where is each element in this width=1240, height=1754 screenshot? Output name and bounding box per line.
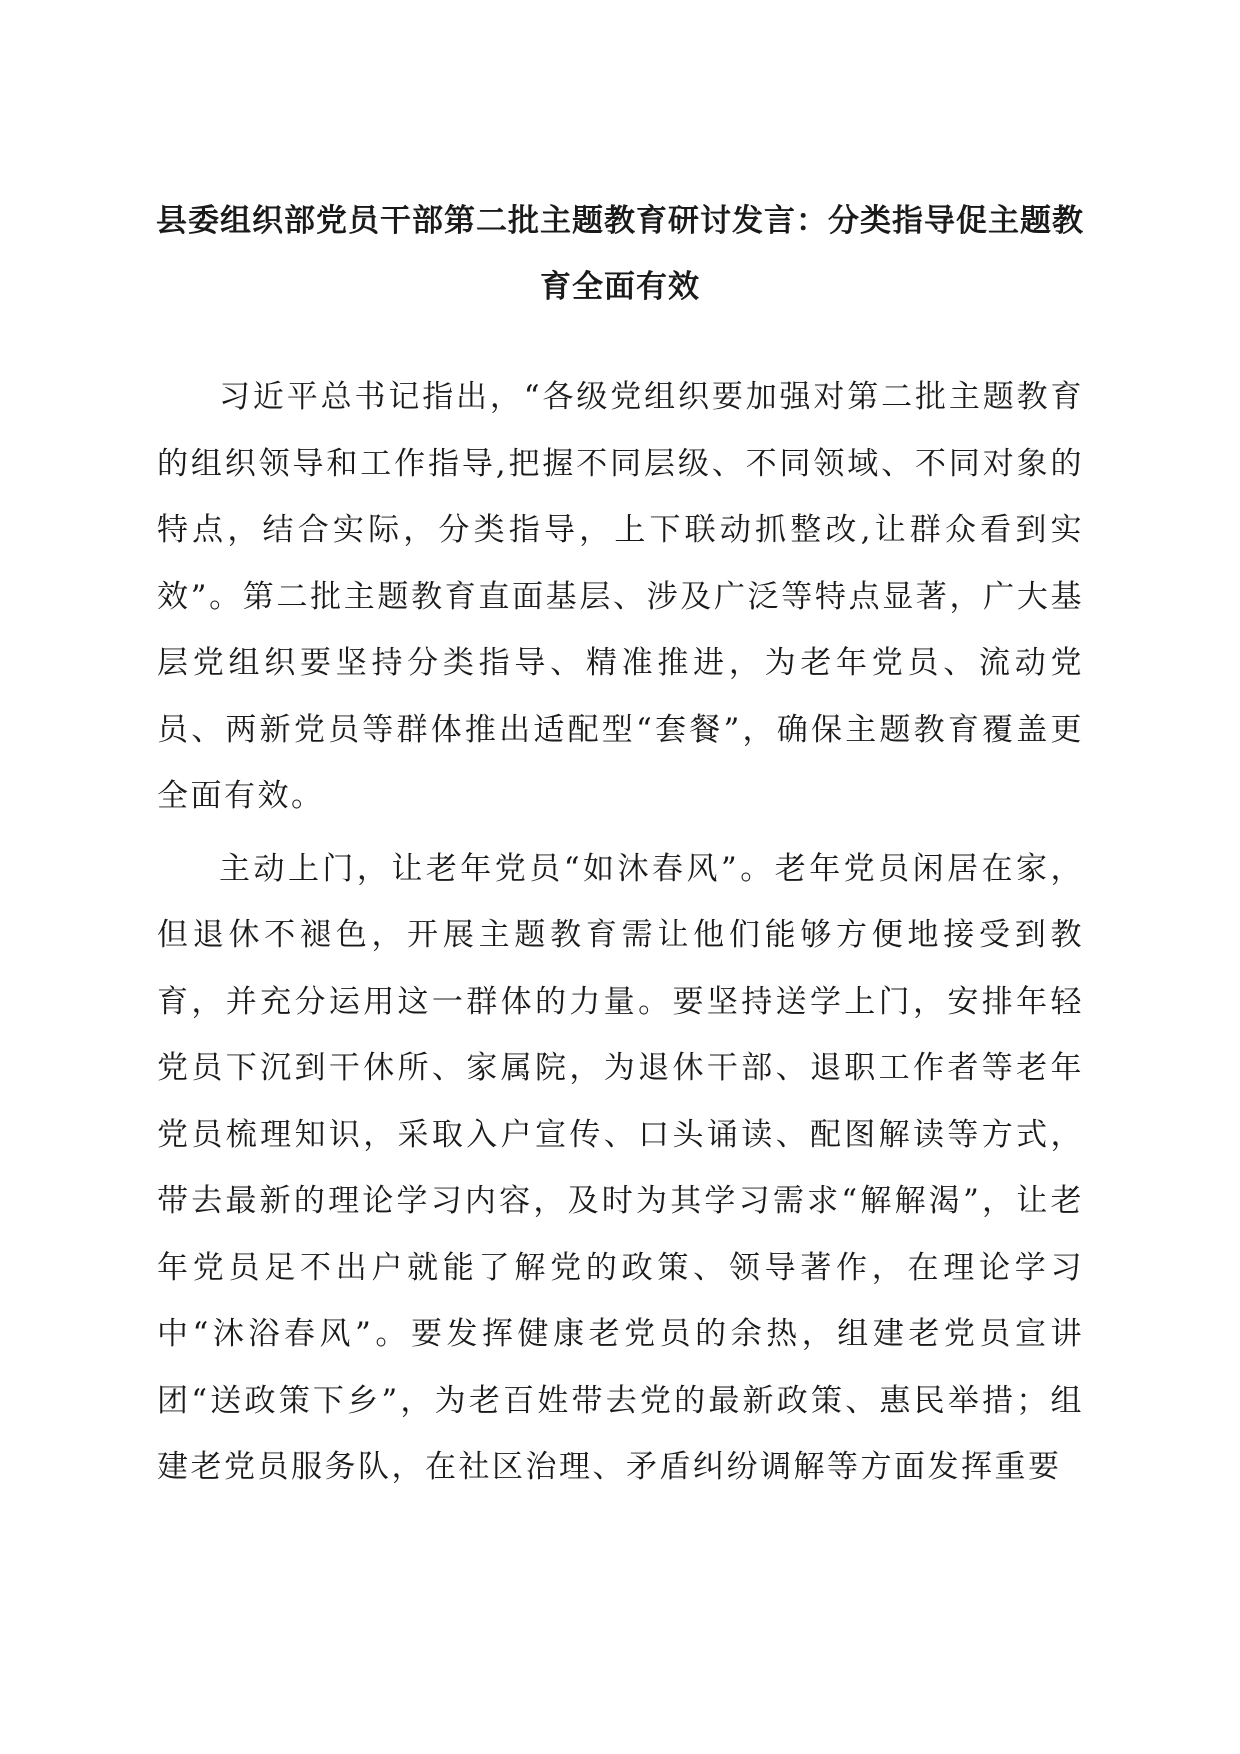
document-body bbox=[157, 364, 1084, 1507]
paragraph-intro: 习近平总书记指出，“各级党组织要加强对第二批主题教育的组织领导和工作指导,把握不同层级、不同领域、不同对象的特点，结合实际，分类指导，上下联动抓整改,让群众看到实效”。第二批主题教育直面基层、涉及广泛等特点显著，广大基层党组织要坚持分类指导、精准推进，为老年党员、流动党员、两新党员等群体推出适配型“套餐”，确保主题教育覆盖更全面有效。 bbox=[157, 379, 1084, 814]
paragraph-elderly-members: 主动上门，让老年党员“如沐春风”。老年党员闲居在家，但退休不褪色，开展主题教育需让他们能够方便地接受到教育，并充分运用这一群体的力量。要坚持送学上门，安排年轻党员下沉到干休所、家属院，为退休干部、退职工作者等老年党员梳理知识，采取入户宣传、口头诵读、配图解读等方式，带去最新的理论学习内容，及时为其学习需求“解解渴”，让老年党员足不出户就能了解党的政策、领导著作，在理论学习中“沐浴春风”。要发挥健康老党员的余热，组建老党员宣讲团“送政策下乡”，为老百姓带去党的最新政策、惠民举措；组建老党员服务队，在社区治理、矛盾纠纷调解等方面发挥重要 bbox=[157, 850, 1084, 1485]
document-title: 县委组织部党员干部第二批主题教育研讨发言：分类指导促主题教育全面有效 bbox=[156, 203, 1084, 305]
